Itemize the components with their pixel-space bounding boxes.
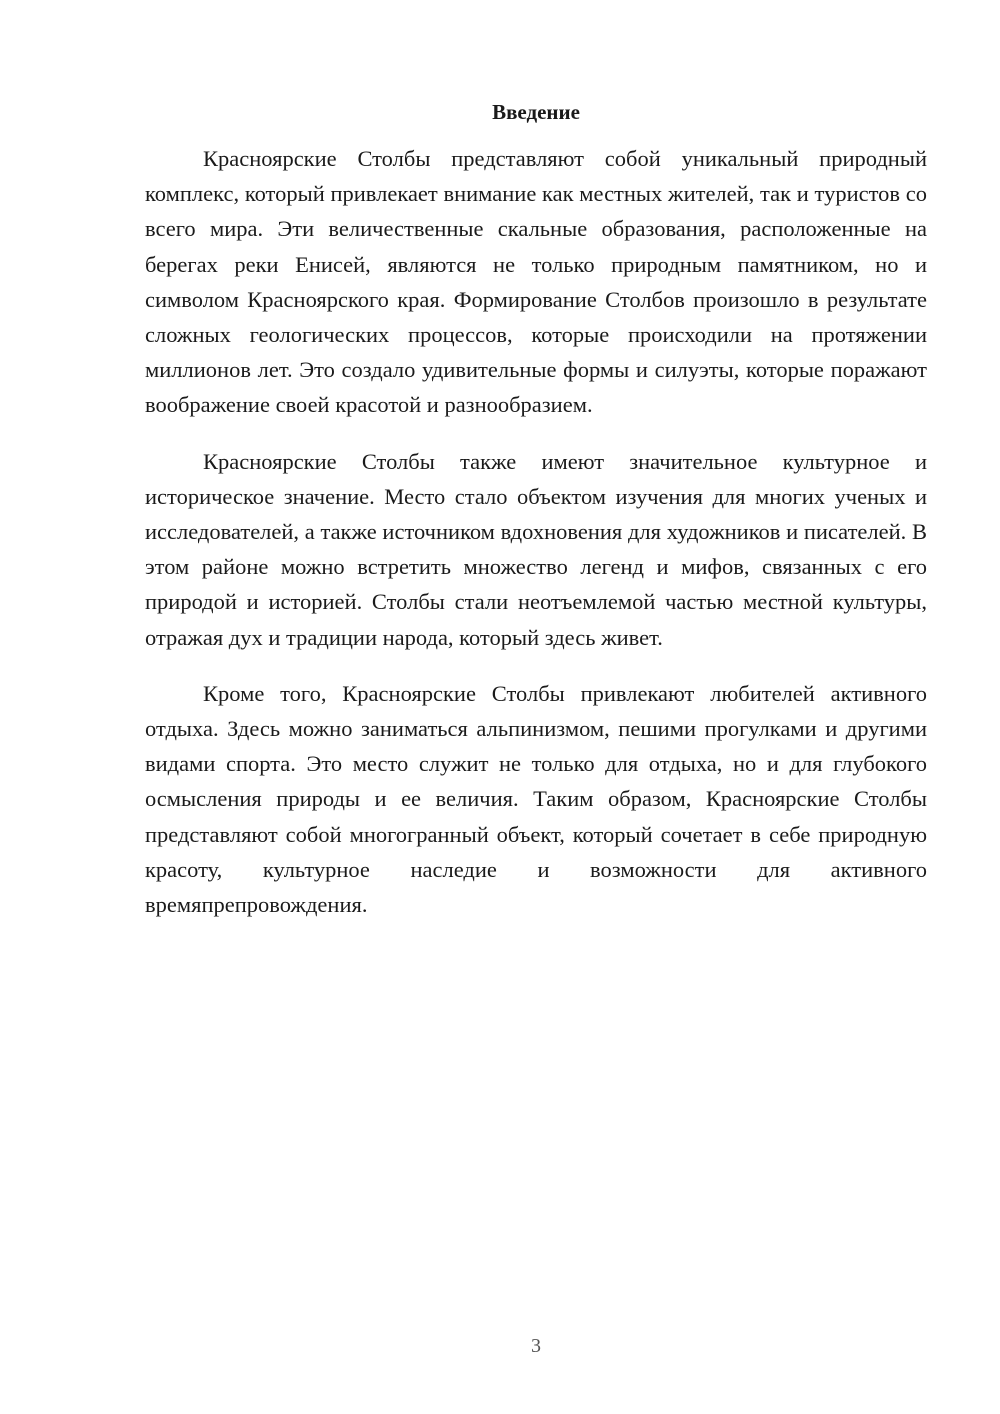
document-body <box>145 141 927 943</box>
paragraph-1: Красноярские Столбы представляют собой уникальный природный комплекс, который привлекает внимание как местных жителей, так и туристов со всего мира. Эти величественные скальные образования, расположенные на берегах реки Енисей, являются не только природным памятником, но и символом Красноярского края. Формирование Столбов произошло в результате сложных геологических процессов, которые происходили на протяжении миллионов лет. Это создало удивительные формы и силуэты, которые поражают воображение своей красотой и разнообразием. <box>145 146 927 418</box>
page-title: Введение <box>492 100 580 124</box>
paragraph-2: Красноярские Столбы также имеют значительное культурное и историческое значение. Место стало объектом изучения для многих ученых и исследователей, а также источником вдохновения для художников и писателей. В этом районе можно встретить множество легенд и мифов, связанных с его природой и историей. Столбы стали неотъемлемой частью местной культуры, отражая дух и традиции народа, который здесь живет. <box>145 448 927 650</box>
page-number: 3 <box>531 1335 541 1357</box>
paragraph-3: Кроме того, Красноярские Столбы привлекают любителей активного отдыха. Здесь можно заниматься альпинизмом, пешими прогулками и другими видами спорта. Это место служит не только для отдыха, но и для глубокого осмысления природы и ее величия. Таким образом, Красноярские Столбы представляют собой многогранный объект, который сочетает в себе природную красоту, культурное наследие и возможности для активного времяпрепровождения. <box>145 680 927 918</box>
